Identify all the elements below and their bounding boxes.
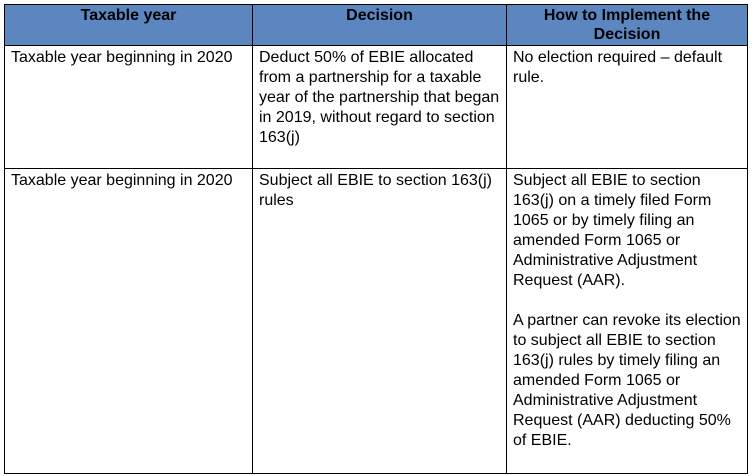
table-body	[5, 46, 748, 474]
implementation-paragraph: Subject all EBIE to section 163(j) on a timely filed Form 1065 or by timely filing an amended Form 1065 or Administrative Adjustment Request (AAR).	[513, 172, 712, 289]
header-how-to-implement: How to Implement the Decision	[507, 5, 748, 46]
cell-decision: Subject all EBIE to section 163(j) rules	[253, 169, 507, 474]
revocation-paragraph: A partner can revoke its election to subject all EBIE to section 163(j) rules by timely filing an amended Form 1065 or Administrative Adjustment Request (AAR) deducting 50% of EBIE.	[513, 312, 741, 449]
header-decision: Decision	[253, 5, 507, 46]
header-taxable-year: Taxable year	[5, 5, 253, 46]
cell-decision: Deduct 50% of EBIE allocated from a partnership for a taxable year of the partnership that began in 2019, without regard to section 163(j)	[253, 46, 507, 169]
cell-taxable-year: Taxable year beginning in 2020	[5, 169, 253, 474]
implementation-paragraph: No election required – default rule.	[513, 49, 723, 86]
table-row	[5, 169, 748, 474]
header-row	[5, 5, 748, 46]
cell-implementation	[507, 169, 748, 474]
table-header	[5, 5, 748, 46]
cell-taxable-year: Taxable year beginning in 2020	[5, 46, 253, 169]
table-row	[5, 46, 748, 169]
cell-implementation	[507, 46, 748, 169]
ebie-decision-table	[4, 4, 748, 474]
